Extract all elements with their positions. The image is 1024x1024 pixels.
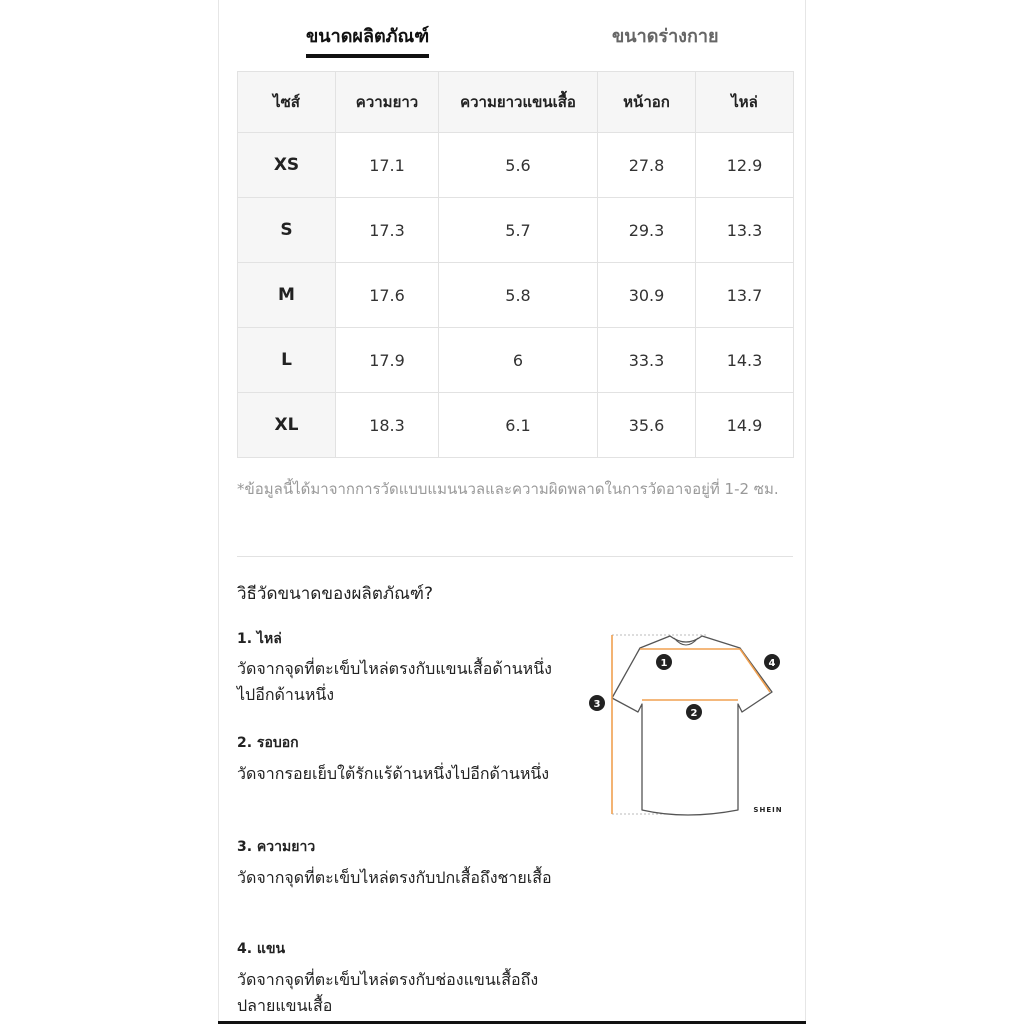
sleeve-cell: 6 [439, 328, 598, 393]
sleeve-cell: 5.7 [439, 198, 598, 263]
step-bust-title: 2. รอบอก [237, 735, 299, 751]
marker-1-icon [656, 654, 672, 670]
table-row [238, 328, 794, 393]
table-header-row [238, 72, 794, 133]
shoulder-cell: 13.3 [696, 198, 794, 263]
length-cell: 17.1 [336, 133, 439, 198]
step-length-desc: วัดจากจุดที่ตะเข็บไหล่ตรงกับปกเสื้อถึงชายเสื้อ [237, 868, 552, 887]
length-cell: 17.3 [336, 198, 439, 263]
shoulder-cell: 14.3 [696, 328, 794, 393]
svg-text:3: 3 [593, 699, 601, 710]
header-shoulder: ไหล่ [696, 72, 794, 133]
sleeve-cell: 6.1 [439, 393, 598, 458]
section-divider [237, 556, 793, 557]
step-sleeve-desc: วัดจากจุดที่ตะเข็บไหล่ตรงกับช่องแขนเสื้อถึงปลายแขนเสื้อ [237, 970, 539, 1015]
size-cell: S [238, 198, 336, 263]
tshirt-measure-diagram [586, 626, 786, 826]
marker-4-icon [764, 654, 780, 670]
table-row [238, 198, 794, 263]
header-length: ความยาว [336, 72, 439, 133]
marker-2-icon [686, 704, 702, 720]
step-shoulder-desc: วัดจากจุดที่ตะเข็บไหล่ตรงกับแขนเสื้อด้านหนึ่งไปอีกด้านหนึ่ง [237, 659, 552, 704]
header-bust: หน้าอก [598, 72, 696, 133]
sleeve-cell: 5.8 [439, 263, 598, 328]
tshirt-icon [612, 636, 772, 815]
shoulder-cell: 13.7 [696, 263, 794, 328]
length-cell: 18.3 [336, 393, 439, 458]
sleeve-cell: 5.6 [439, 133, 598, 198]
step-length-title: 3. ความยาว [237, 839, 316, 855]
header-size: ไซส์ [238, 72, 336, 133]
measurement-note: *ข้อมูลนี้ได้มาจากการวัดแบบแมนนวลและความผิดพลาดในการวัดอาจอยู่ที่ 1-2 ซม. [237, 480, 779, 498]
brand-label: SHEIN [753, 806, 783, 814]
table-row [238, 393, 794, 458]
panel-right-border [805, 0, 806, 1024]
svg-text:4: 4 [768, 658, 776, 669]
panel-left-border [218, 0, 219, 1024]
bust-cell: 29.3 [598, 198, 696, 263]
bust-cell: 33.3 [598, 328, 696, 393]
bust-cell: 27.8 [598, 133, 696, 198]
step-shoulder-title: 1. ไหล่ [237, 631, 282, 647]
length-cell: 17.9 [336, 328, 439, 393]
svg-text:2: 2 [690, 708, 698, 719]
size-cell: M [238, 263, 336, 328]
step-bust-desc: วัดจากรอยเย็บใต้รักแร้ด้านหนึ่งไปอีกด้านหนึ่ง [237, 764, 550, 783]
size-cell: L [238, 328, 336, 393]
how-to-measure-title: วิธีวัดขนาดของผลิตภัณฑ์? [237, 584, 433, 604]
bust-cell: 30.9 [598, 263, 696, 328]
step-sleeve-title: 4. แขน [237, 941, 286, 957]
tab-product-size[interactable]: ขนาดผลิตภัณฑ์ [306, 24, 429, 58]
shoulder-cell: 14.9 [696, 393, 794, 458]
table-row [238, 133, 794, 198]
svg-text:1: 1 [660, 658, 668, 669]
size-cell: XS [238, 133, 336, 198]
size-table [237, 71, 794, 458]
bust-cell: 35.6 [598, 393, 696, 458]
table-row [238, 263, 794, 328]
tab-body-size[interactable]: ขนาดร่างกาย [612, 26, 719, 47]
shoulder-cell: 12.9 [696, 133, 794, 198]
length-cell: 17.6 [336, 263, 439, 328]
size-cell: XL [238, 393, 336, 458]
marker-3-icon [589, 695, 605, 711]
header-sleeve-length: ความยาวแขนเสื้อ [439, 72, 598, 133]
